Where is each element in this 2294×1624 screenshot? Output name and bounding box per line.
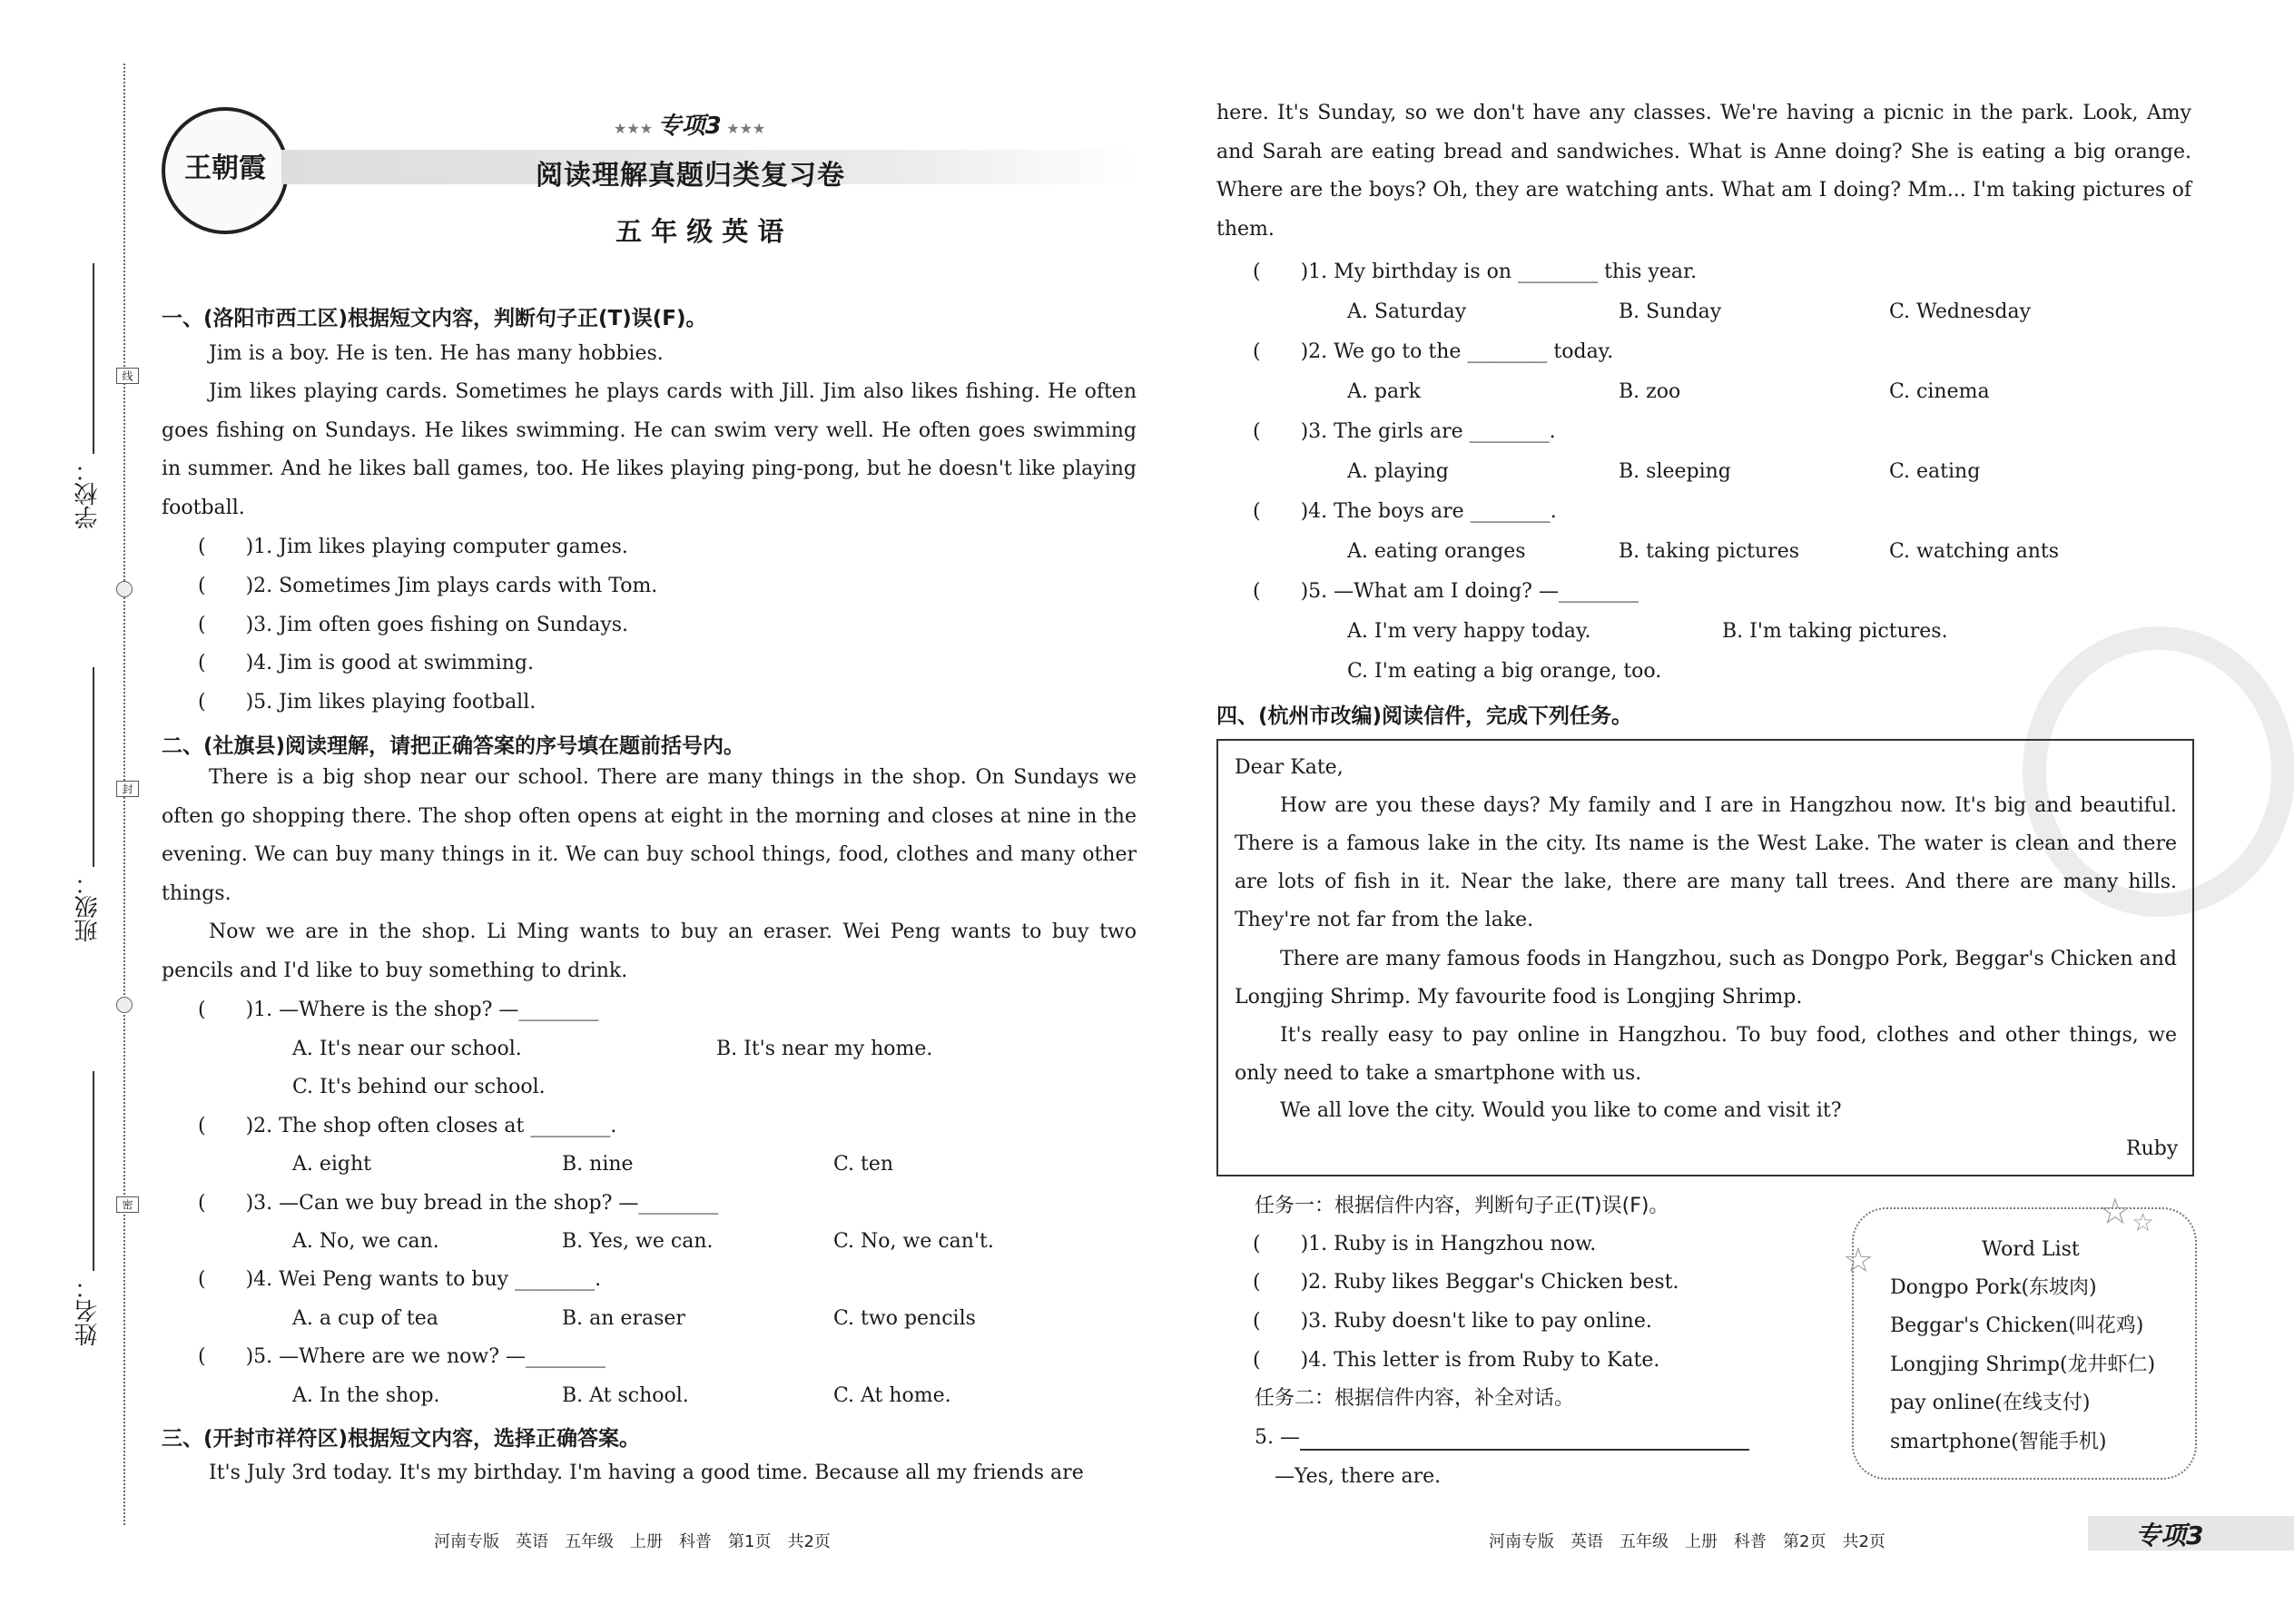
s1-question-3[interactable]: ( )3. Jim often goes fishing on Sundays. (198, 614, 629, 636)
s3-q5-option-c[interactable]: C. I'm eating a big orange, too. (1347, 660, 1662, 683)
s2-q3-option-b[interactable]: B. Yes, we can. (562, 1230, 714, 1253)
s3-q4-option-b[interactable]: B. taking pictures (1619, 540, 1799, 563)
school-label: 学校： (74, 458, 102, 529)
s2-q4-option-b[interactable]: B. an eraser (562, 1307, 685, 1330)
binding-tag-secret: 密 (116, 1196, 139, 1213)
s2-question-2[interactable]: ( )2. The shop often closes at ________. (198, 1115, 617, 1137)
s3-q1-option-a[interactable]: A. Saturday (1347, 300, 1467, 323)
letter-paragraph-3: It's really easy to pay online in Hangzhou. To buy food, clothes and other things, we only need to take a smartphone with us. (1235, 1024, 2177, 1085)
s3-q4-option-a[interactable]: A. eating oranges (1347, 540, 1526, 563)
task-1-item-4[interactable]: ( )4. This letter is from Ruby to Kate. (1253, 1349, 1660, 1372)
section-2-heading: 二、(社旗县)阅读理解，请把正确答案的序号填在题前括号内。 (162, 734, 745, 758)
name-label: 姓名： (74, 1275, 102, 1346)
s3-q1-option-b[interactable]: B. Sunday (1619, 300, 1722, 323)
s1-question-4[interactable]: ( )4. Jim is good at swimming. (198, 652, 534, 674)
s3-question-3[interactable]: ( )3. The girls are ________. (1253, 420, 1556, 443)
s2-q1-option-c[interactable]: C. It's behind our school. (292, 1076, 546, 1098)
task-2-heading: 任务二：根据信件内容，补全对话。 (1255, 1387, 1575, 1410)
letter-paragraph-4: We all love the city. Would you like to come and visit it? (1280, 1099, 1842, 1122)
star-icon: ☆ (1843, 1240, 1875, 1280)
letter-paragraph-1: How are you these days? My family and I are in Hangzhou now. It's big and beautiful. There is a famous lake in the city. Its name is the West Lake. The water is clean and there are lots of fish in it. Near the lake, there are many tall trees. And there are many hills. They're not far from the lake. (1235, 794, 2177, 931)
s3-q5-option-b[interactable]: B. I'm taking pictures. (1722, 620, 1948, 643)
s2-paragraph-2: Now we are in the shop. Li Ming wants to buy an eraser. Wei Peng wants to buy two pencils and I'd like to buy something to drink. (162, 920, 1137, 982)
s2-q1-option-b[interactable]: B. It's near my home. (716, 1038, 933, 1060)
task-1-item-3[interactable]: ( )3. Ruby doesn't like to pay online. (1253, 1310, 1652, 1333)
s1-paragraph-1: Jim is a boy. He is ten. He has many hobbies. (209, 342, 664, 365)
page-title: 阅读理解真题归类复习卷 (536, 160, 845, 192)
task-2-answer: —Yes, there are. (1275, 1465, 1442, 1488)
s3-paragraph-part-1: It's July 3rd today. It's my birthday. I'm having a good time. Because all my friends are (209, 1462, 1084, 1484)
page-subtitle: 五 年 级 英 语 (615, 216, 784, 247)
class-blank[interactable] (93, 667, 94, 867)
s3-q3-option-a[interactable]: A. playing (1347, 460, 1449, 483)
punch-hole-icon (116, 581, 133, 597)
word-list-item: Beggar's Chicken(叫花鸡) (1890, 1314, 2144, 1337)
footer-right: 河南专版 英语 五年级 上册 科普 第2页 共2页 (1489, 1532, 1885, 1551)
word-list-item: Longjing Shrimp(龙井虾仁) (1890, 1353, 2156, 1376)
s2-question-1[interactable]: ( )1. —Where is the shop? —________ (198, 999, 599, 1021)
section-4-heading: 四、(杭州市改编)阅读信件，完成下列任务。 (1216, 704, 1633, 728)
task-1-heading: 任务一：根据信件内容，判断句子正(T)误(F)。 (1255, 1195, 1669, 1217)
s3-question-5[interactable]: ( )5. —What am I doing? —________ (1253, 580, 1639, 603)
binding-tag-line: 线 (116, 368, 139, 384)
s3-q3-option-c[interactable]: C. eating (1889, 460, 1981, 483)
s1-paragraph-2: Jim likes playing cards. Sometimes he plays cards with Jill. Jim also likes fishing. He often goes fishing on Sundays. He likes swimming. He can swim very well. He often goes swimming in summer. And he likes ball games, too. He likes playing ping-pong, but he doesn't like playing football. (162, 380, 1137, 519)
section-1-heading: 一、(洛阳市西工区)根据短文内容，判断句子正(T)误(F)。 (162, 307, 707, 330)
s2-question-3[interactable]: ( )3. —Can we buy bread in the shop? —________ (198, 1192, 719, 1215)
word-list-item: smartphone(智能手机) (1890, 1431, 2107, 1453)
s1-question-5[interactable]: ( )5. Jim likes playing football. (198, 691, 537, 714)
class-label: 班级： (74, 871, 102, 942)
s3-q2-option-b[interactable]: B. zoo (1619, 380, 1681, 403)
s3-q3-option-b[interactable]: B. sleeping (1619, 460, 1731, 483)
star-icon: ☆ (2132, 1207, 2155, 1237)
s2-q5-option-c[interactable]: C. At home. (833, 1384, 951, 1407)
task-1-item-1[interactable]: ( )1. Ruby is in Hangzhou now. (1253, 1233, 1597, 1255)
s2-q3-option-a[interactable]: A. No, we can. (292, 1230, 439, 1253)
s2-q5-option-a[interactable]: A. In the shop. (292, 1384, 440, 1407)
s3-q1-option-c[interactable]: C. Wednesday (1889, 300, 2032, 323)
binding-tag-seal: 封 (116, 781, 139, 797)
word-list-item: Dongpo Pork(东坡肉) (1890, 1276, 2097, 1299)
word-list-item: pay online(在线支付) (1890, 1392, 2091, 1414)
footer-badge: 专项3 (2135, 1521, 2204, 1550)
s2-question-4[interactable]: ( )4. Wei Peng wants to buy ________. (198, 1268, 602, 1291)
publisher-logo: 王朝霞 (162, 107, 289, 234)
s2-paragraph-1: There is a big shop near our school. There are many things in the shop. On Sundays we often go shopping there. The shop often opens at eight in the morning and closes at nine in the evening. We can buy many things in it. We can buy school things, food, clothes and many other things. (162, 766, 1137, 905)
star-icon: ☆ (2099, 1191, 2132, 1233)
s2-question-5[interactable]: ( )5. —Where are we now? —________ (198, 1345, 606, 1368)
s3-q2-option-c[interactable]: C. cinema (1889, 380, 1990, 403)
s3-question-2[interactable]: ( )2. We go to the ________ today. (1253, 340, 1614, 363)
section-3-heading: 三、(开封市祥符区)根据短文内容，选择正确答案。 (162, 1427, 641, 1451)
letter-signature: Ruby (2126, 1137, 2179, 1160)
s2-q2-option-c[interactable]: C. ten (833, 1153, 894, 1176)
name-blank[interactable] (93, 1071, 94, 1271)
s2-q4-option-c[interactable]: C. two pencils (833, 1307, 976, 1330)
s3-question-1[interactable]: ( )1. My birthday is on ________ this year. (1253, 261, 1698, 283)
s2-q4-option-a[interactable]: A. a cup of tea (292, 1307, 438, 1330)
s2-q5-option-b[interactable]: B. At school. (562, 1384, 689, 1407)
s2-q3-option-c[interactable]: C. No, we can't. (833, 1230, 994, 1253)
task-2-question-5: 5. — (1255, 1426, 1300, 1449)
s3-q5-option-a[interactable]: A. I'm very happy today. (1347, 620, 1591, 643)
series-label: ★★★ 专项3 ★★★ (614, 113, 766, 140)
s3-q2-option-a[interactable]: A. park (1347, 380, 1421, 403)
s1-question-1[interactable]: ( )1. Jim likes playing computer games. (198, 536, 628, 558)
s2-q2-option-a[interactable]: A. eight (292, 1153, 372, 1176)
answer-blank-input[interactable] (1300, 1449, 1749, 1451)
letter-greeting: Dear Kate, (1235, 756, 1344, 779)
s2-q2-option-b[interactable]: B. nine (562, 1153, 634, 1176)
word-list-title: Word List (1982, 1238, 2080, 1261)
s1-question-2[interactable]: ( )2. Sometimes Jim plays cards with Tom. (198, 575, 658, 597)
task-1-item-2[interactable]: ( )2. Ruby likes Beggar's Chicken best. (1253, 1271, 1679, 1294)
s2-q1-option-a[interactable]: A. It's near our school. (292, 1038, 522, 1060)
s3-question-4[interactable]: ( )4. The boys are ________. (1253, 500, 1557, 523)
punch-hole-icon (116, 997, 133, 1013)
s3-q4-option-c[interactable]: C. watching ants (1889, 540, 2060, 563)
school-blank[interactable] (93, 263, 94, 454)
footer-left: 河南专版 英语 五年级 上册 科普 第1页 共2页 (434, 1532, 831, 1551)
s3-paragraph-part-2: here. It's Sunday, so we don't have any classes. We're having a picnic in the park. Look, Amy and Sarah are eating bread and sandwiches. What is Anne doing? She is eating a big orange. Where are the boys? Oh, they are watching ants. What am I doing? Mm... I'm taking pictures of them. (1216, 102, 2191, 241)
letter-paragraph-2: There are many famous foods in Hangzhou, such as Dongpo Pork, Beggar's Chicken and Longjing Shrimp. My favourite food is Longjing Shrimp. (1235, 948, 2177, 1009)
